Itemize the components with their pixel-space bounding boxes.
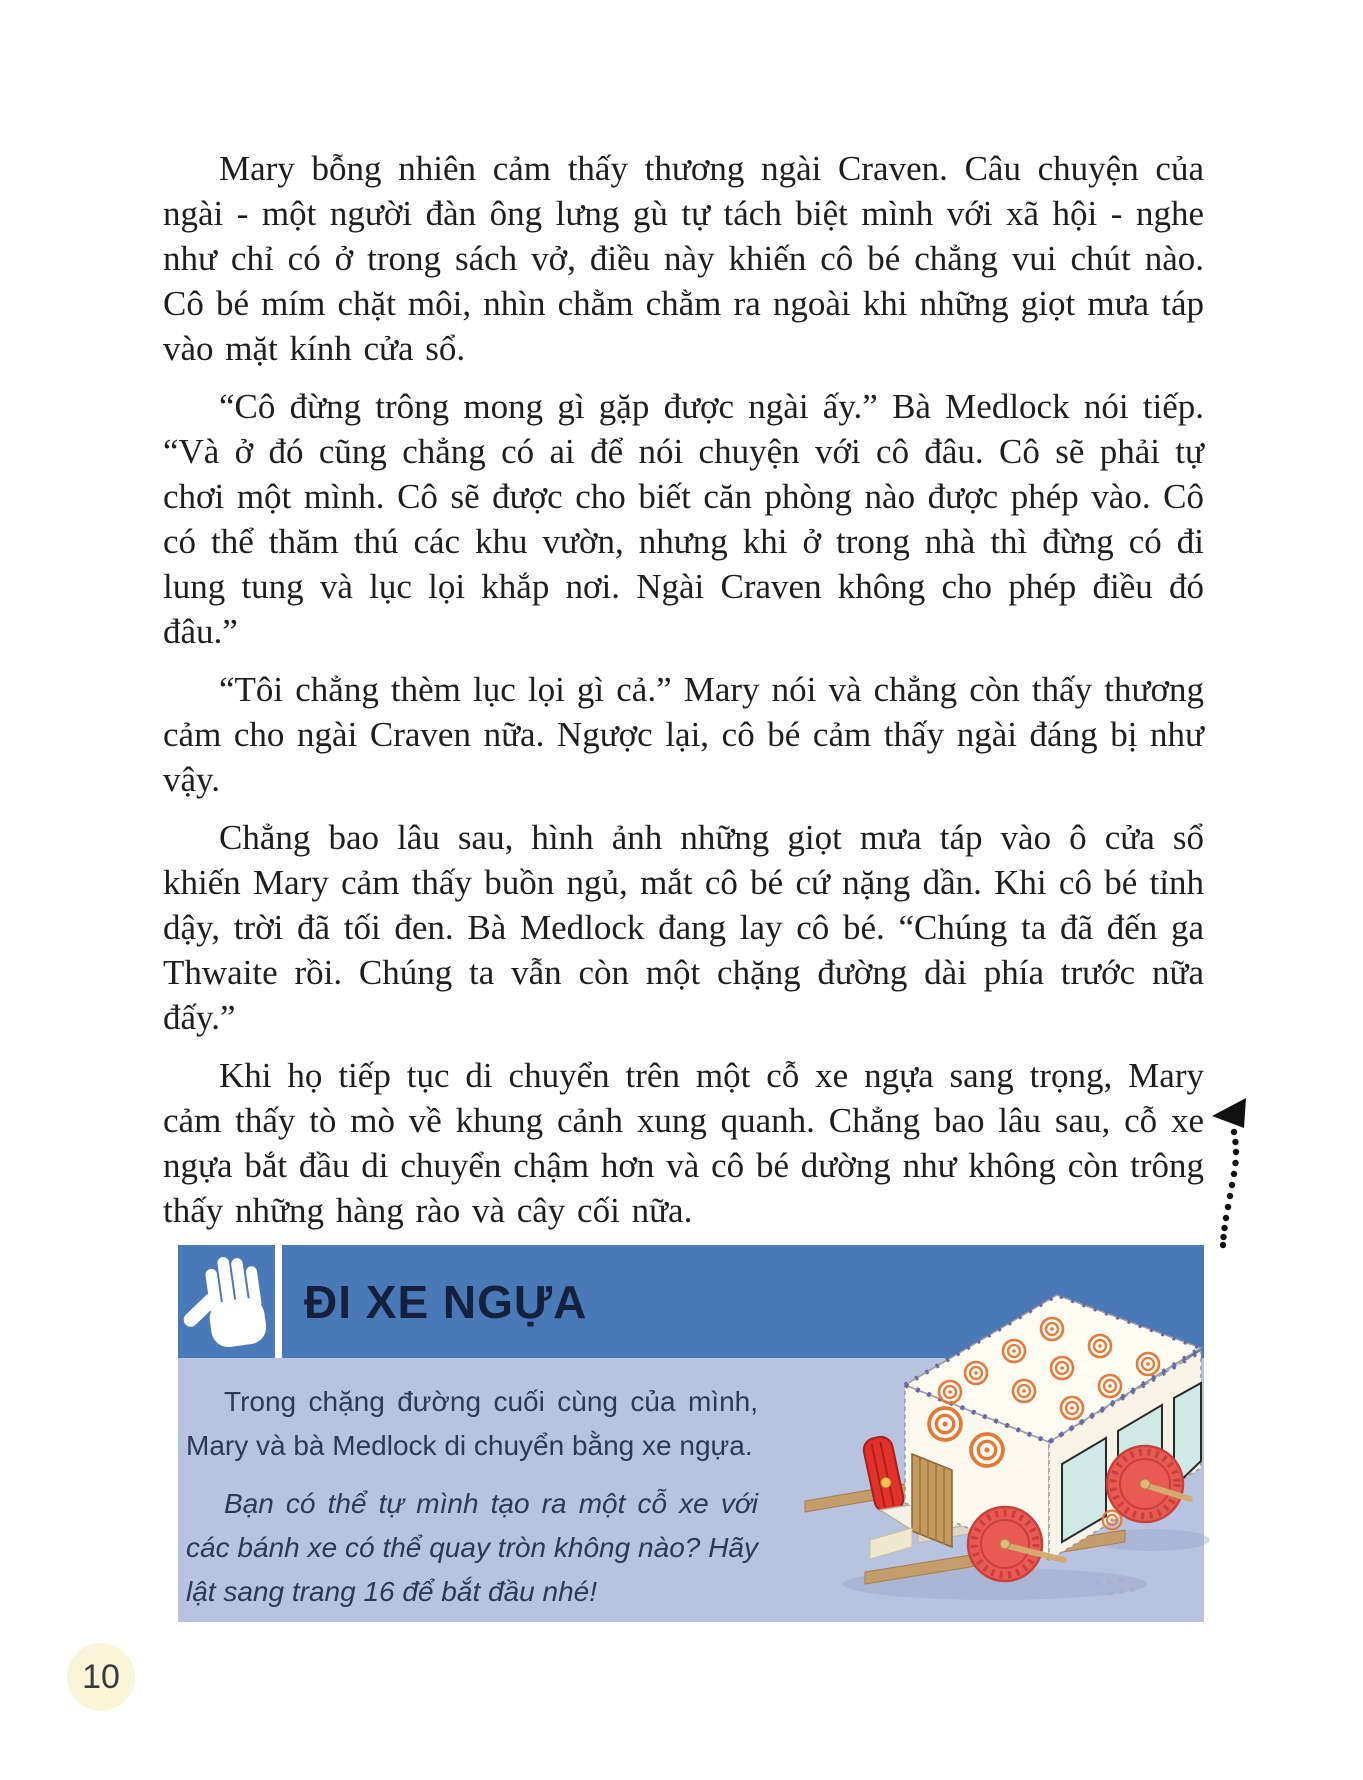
- page-number-badge: [67, 1643, 135, 1711]
- callout-title: ĐI XE NGỰA: [304, 1275, 588, 1328]
- story-paragraph: Chẳng bao lâu sau, hình ảnh những giọt mưa táp vào ô cửa sổ khiến Mary cảm thấy buồn ngủ, mắt cô bé cứ nặng dần. Khi cô bé tỉnh dậy, trời đã tối đen. Bà Medlock đang lay cô bé. “Chúng ta đã đến ga Thwaite rồi. Chúng ta vẫn còn một chặng đường dài phía trước nữa đấy.”: [163, 818, 1204, 1037]
- arrowhead-icon: [1212, 1098, 1246, 1128]
- dotted-arrow-up-annotation: [1200, 1088, 1264, 1258]
- toy-carriage-illustration: [540, 1252, 1212, 1622]
- story-paragraph: Mary bỗng nhiên cảm thấy thương ngài Craven. Câu chuyện của ngài - một người đàn ông lưng gù tự tách biệt mình với xã hội - nghe như chỉ có ở trong sách vở, điều này khiến cô bé chẳng vui chút nào. Cô bé mím chặt môi, nhìn chằm chằm ra ngoài khi những giọt mưa táp vào mặt kính cửa sổ.: [163, 149, 1204, 368]
- story-paragraph: “Tôi chẳng thèm lục lọi gì cả.” Mary nói và chẳng còn thấy thương cảm cho ngài Craven nữa. Ngược lại, cô bé cảm thấy ngài đáng bị như vậy.: [163, 670, 1204, 799]
- dotted-trail: [1220, 1129, 1239, 1248]
- activity-callout-box: [178, 1245, 1204, 1622]
- rear-wheel: [862, 1435, 906, 1514]
- page-number: 10: [82, 1657, 120, 1696]
- story-paragraph: “Cô đừng trông mong gì gặp được ngài ấy.” Bà Medlock nói tiếp. “Và ở đó cũng chẳng có ai để nói chuyện với cô đâu. Cô sẽ phải tự chơi một mình. Cô sẽ được cho biết căn phòng nào được phép vào. Cô có thể thăm thú các khu vườn, nhưng khi ở trong nhà thì đừng có đi lung tung và lục lọi khắp nơi. Ngài Craven không cho phép điều đó đâu.”: [163, 387, 1204, 651]
- hand-icon-cell: [178, 1245, 275, 1358]
- story-text: [163, 146, 1204, 1246]
- callout-activity-paragraph: Bạn có thể tự mình tạo ra một cỗ xe với các bánh xe có thể quay tròn không nào? Hãy lật sang trang 16 để bắt đầu nhé!: [186, 1488, 758, 1607]
- story-paragraph: Khi họ tiếp tục di chuyển trên một cỗ xe ngựa sang trọng, Mary cảm thấy tò mò về khung cảnh xung quanh. Chẳng bao lâu sau, cỗ xe ngựa bắt đầu di chuyển chậm hơn và cô bé dường như không còn trông thấy những hàng rào và cây cối nữa.: [163, 1056, 1204, 1230]
- header-divider: [275, 1245, 282, 1358]
- hand-stop-icon: [178, 1245, 275, 1358]
- callout-intro-paragraph: Trong chặng đường cuối cùng của mình, Mary và bà Medlock di chuyển bằng xe ngựa.: [186, 1386, 758, 1461]
